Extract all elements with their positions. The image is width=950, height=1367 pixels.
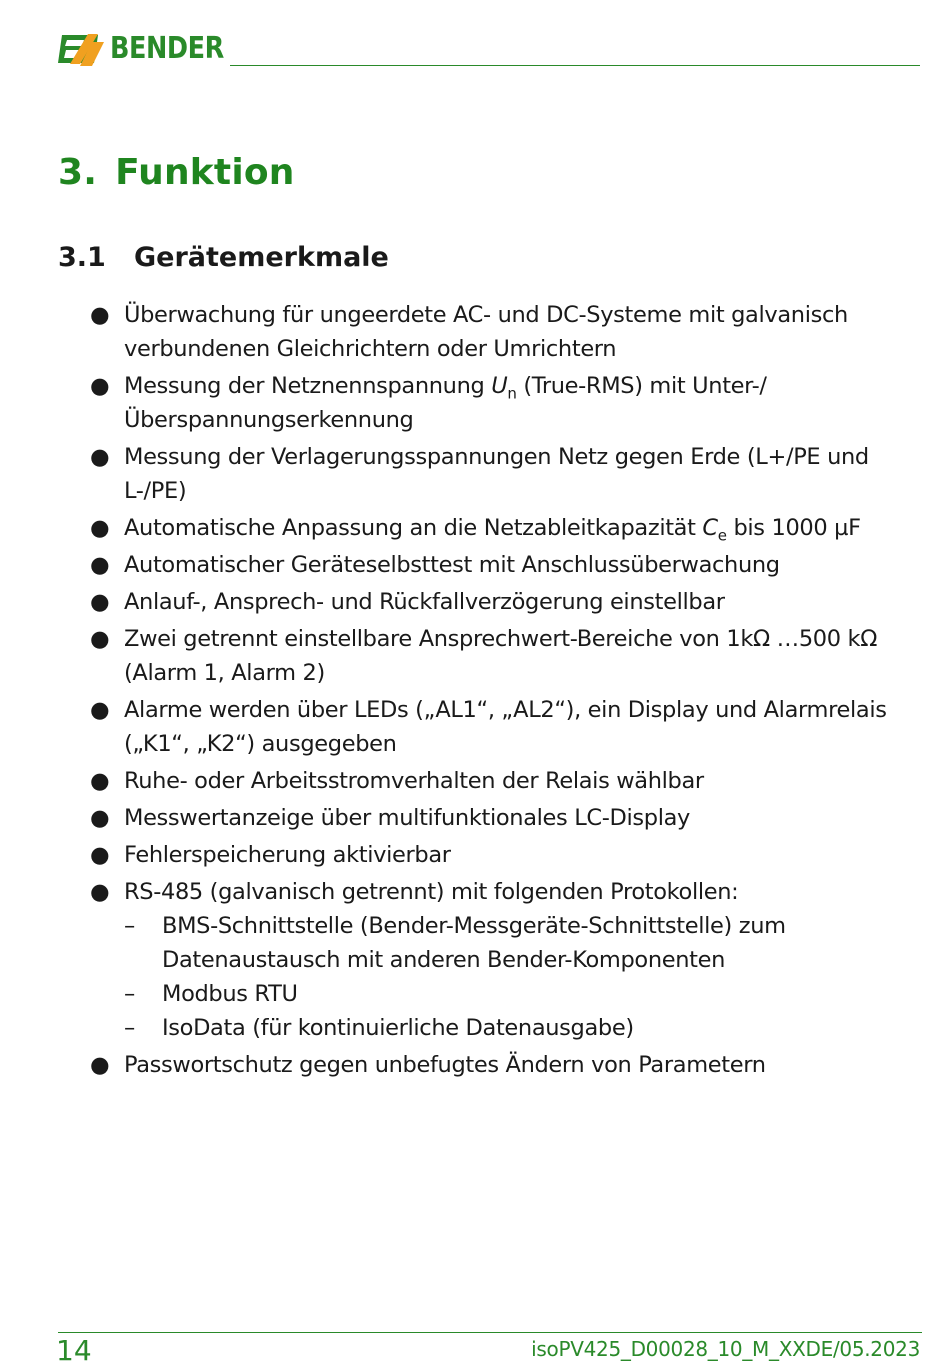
dash-icon: – (124, 981, 135, 1007)
page-number: 14 (56, 1334, 92, 1367)
bullet-icon: ● (90, 515, 110, 541)
feature-item (90, 875, 925, 1045)
bullet-icon: ● (90, 444, 110, 470)
feature-text: RS-485 (galvanisch getrennt) mit folgenden Protokollen: (124, 879, 739, 905)
chapter-number: 3. (58, 152, 98, 193)
bender-logo (58, 30, 244, 68)
feature-text-continued: (True-RMS) mit Unter-/Überspannungserkennung (124, 373, 767, 433)
feature-item (90, 369, 925, 437)
feature-text: Automatische Anpassung an die Netzableitkapazität (124, 515, 703, 541)
voltage-subscript: n (507, 384, 517, 403)
feature-item (90, 585, 925, 619)
feature-text: Messung der Netznennspannung (124, 373, 492, 399)
footer-rule (58, 1332, 922, 1333)
feature-text: Messwertanzeige über multifunktionales LC-Display (124, 805, 691, 831)
feature-item (90, 1048, 925, 1082)
bullet-icon: ● (90, 302, 110, 328)
bullet-icon: ● (90, 842, 110, 868)
bullet-icon: ● (90, 1052, 110, 1078)
feature-item (90, 801, 925, 835)
header-rule (230, 65, 920, 66)
protocol-text: Modbus RTU (162, 981, 298, 1007)
feature-text: Automatischer Geräteselbsttest mit Anschlussüberwachung (124, 552, 780, 578)
bullet-icon: ● (90, 805, 110, 831)
feature-item (90, 440, 925, 508)
feature-text: Anlauf-, Ansprech- und Rückfallverzögerung einstellbar (124, 589, 725, 615)
page-header (58, 30, 920, 70)
feature-text: Überwachung für ungeerdete AC- und DC-Systeme mit galvanisch verbundenen Gleichrichtern oder Umrichtern (124, 302, 848, 362)
feature-text: Alarme werden über LEDs („AL1“, „AL2“), ein Display und Alarmrelais („K1“, „K2“) ausgegeben (124, 697, 887, 757)
bullet-icon: ● (90, 768, 110, 794)
capacitance-symbol: C (702, 515, 718, 541)
bullet-icon: ● (90, 697, 110, 723)
bullet-icon: ● (90, 552, 110, 578)
dash-icon: – (124, 1015, 135, 1041)
bullet-icon: ● (90, 589, 110, 615)
chapter-title-text: Funktion (115, 152, 295, 193)
chapter-title (58, 152, 295, 193)
document-code: isoPV425_D00028_10_M_XXDE/05.2023 (531, 1337, 920, 1361)
dash-icon: – (124, 913, 135, 939)
feature-text: Passwortschutz gegen unbefugtes Ändern von Parametern (124, 1052, 766, 1078)
feature-item (90, 298, 925, 366)
feature-text: Zwei getrennt einstellbare Ansprechwert-Bereiche von 1kΩ …500 kΩ (Alarm 1, Alarm 2) (124, 626, 878, 686)
bender-logo-icon (58, 32, 104, 66)
feature-item (90, 693, 925, 761)
protocol-item (124, 909, 925, 977)
feature-text: Fehlerspeicherung aktivierbar (124, 842, 451, 868)
feature-item (90, 622, 925, 690)
feature-text: Messung der Verlagerungsspannungen Netz gegen Erde (L+/PE und L-/PE) (124, 444, 869, 504)
section-title-text: Gerätemerkmale (134, 242, 389, 273)
logo-text: BENDER (110, 31, 224, 66)
protocol-text: IsoData (für kontinuierliche Datenausgabe) (162, 1015, 634, 1041)
bullet-icon: ● (90, 373, 110, 399)
section-title (58, 242, 389, 273)
feature-text: Ruhe- oder Arbeitsstromverhalten der Relais wählbar (124, 768, 704, 794)
capacitance-subscript: e (717, 526, 727, 545)
feature-text-continued: bis 1000 µF (726, 515, 861, 541)
feature-item (90, 838, 925, 872)
feature-item (90, 511, 925, 545)
feature-item (90, 764, 925, 798)
feature-list (90, 298, 925, 1085)
section-number: 3.1 (58, 242, 106, 273)
protocol-item (124, 1011, 925, 1045)
feature-item (90, 548, 925, 582)
voltage-symbol: U (491, 373, 508, 399)
bullet-icon: ● (90, 626, 110, 652)
protocol-list (124, 909, 925, 1045)
bullet-icon: ● (90, 879, 110, 905)
protocol-item (124, 977, 925, 1011)
protocol-text: BMS-Schnittstelle (Bender-Messgeräte-Schnittstelle) zum Datenaustausch mit anderen Bender-Komponenten (162, 913, 786, 973)
